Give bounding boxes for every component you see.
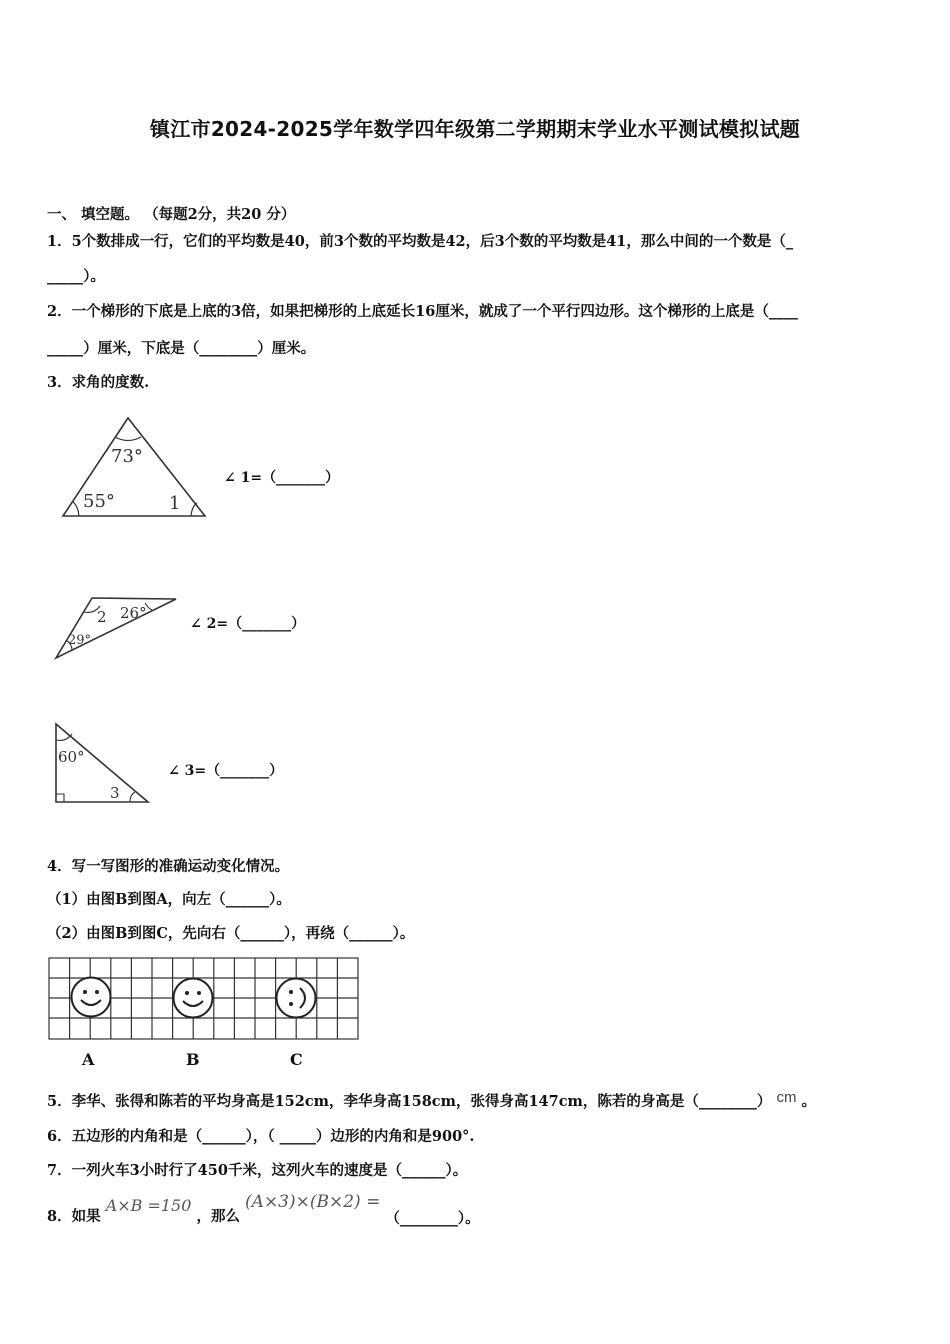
- triangle-figure-2: [50, 592, 185, 664]
- fig2-angle-29: 29°: [68, 633, 92, 648]
- question-2-line-2: _____）厘米，下底是（________）厘米。: [47, 340, 316, 357]
- question-2-line-1: 2．一个梯形的下底是上底的3倍，如果把梯形的上底延长16厘米，就成了一个平行四边形。这个梯形的上底是（____: [47, 303, 798, 320]
- fig3-angle-3: 3: [110, 784, 120, 802]
- page-title: 镇江市2024-2025学年数学四年级第二学期期末学业水平测试模拟试题: [149, 117, 801, 141]
- fig1-left-angle: 55°: [83, 491, 115, 512]
- figure-label-c: C: [290, 1050, 303, 1069]
- question-5: [47, 1090, 816, 1111]
- question-4-sub-1: （1）由图B到图A，向左（______）。: [47, 891, 291, 908]
- face-grid-figure: [48, 957, 360, 1041]
- question-8-expr-1: A×B =150: [105, 1196, 192, 1215]
- question-6: 6．五边形的内角和是（______），（ _____）边形的内角和是900°.: [47, 1128, 475, 1145]
- triangle-figure-1: [45, 410, 220, 525]
- question-4-sub-2: （2）由图B到图C，先向右（______），再绕（______）。: [47, 925, 415, 942]
- question-3-prompt: 3．求角的度数.: [47, 374, 150, 391]
- question-1-line-2: _____）。: [47, 268, 105, 285]
- question-1-line-1: 1．5个数排成一行，它们的平均数是40，前3个数的平均数是42，后3个数的平均数是41，那么中间的一个数是（_: [47, 233, 794, 250]
- smiley-face-c-rotated-icon: [277, 979, 316, 1018]
- fig2-angle-26: 26°: [120, 604, 147, 622]
- fig1-top-angle: 73°: [111, 446, 143, 467]
- fig2-angle-2: 2: [97, 608, 107, 626]
- question-8: [47, 1192, 480, 1227]
- question-8-prefix: 8．如果: [47, 1208, 101, 1225]
- question-5-unit: cm: [776, 1089, 797, 1106]
- question-5-text: 5．李华、张得和陈若的平均身高是152cm，李华身高158cm，张得身高147cm，陈若的身高是（________）: [47, 1093, 772, 1110]
- fig3-angle-60: 60°: [58, 748, 85, 766]
- question-4-prompt: 4．写一写图形的准确运动变化情况。: [47, 858, 290, 875]
- question-8-mid: ，那么: [196, 1208, 240, 1225]
- question-8-expr-2: (A×3)×(B×2) =: [245, 1192, 381, 1212]
- smiley-face-b-icon: [174, 979, 213, 1018]
- triangle-figure-3: [48, 718, 158, 808]
- smiley-face-a-icon: [72, 978, 111, 1017]
- section-heading: 一、 填空题。 （每题2分，共20 分）: [47, 206, 296, 223]
- question-5-end: 。: [801, 1093, 817, 1110]
- figure-label-b: B: [186, 1050, 200, 1069]
- angle-2-answer: ∠ 2=（_______）: [190, 616, 306, 632]
- fig1-right-angle: 1: [169, 493, 181, 514]
- figure-label-a: A: [82, 1050, 95, 1069]
- question-8-suffix: （________）。: [385, 1210, 480, 1227]
- question-7: 7．一列火车3小时行了450千米，这列火车的速度是（______）。: [47, 1162, 468, 1179]
- angle-3-answer: ∠ 3=（_______）: [168, 763, 284, 779]
- angle-1-answer: ∠ 1=（_______）: [224, 470, 340, 486]
